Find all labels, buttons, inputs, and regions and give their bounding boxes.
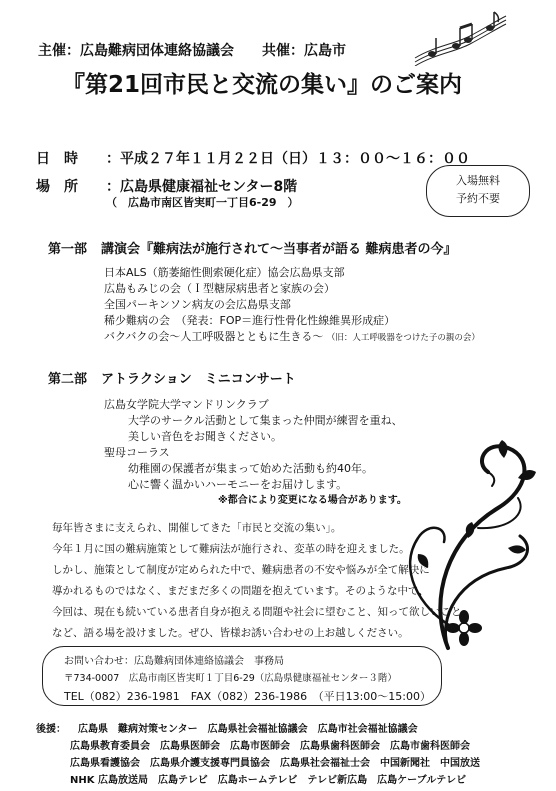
speaker-item: 全国パーキンソン病友の会広島県支部 — [104, 298, 291, 311]
organizer-line — [38, 40, 346, 60]
date-value: ：平成２７年１１月２２日（日）１３：００〜１６：００ — [106, 151, 470, 167]
part2-heading — [48, 368, 296, 387]
date-label: 日時 — [36, 151, 92, 167]
speaker-item: 日本ALS（筋萎縮性側索硬化症）協会広島県支部 — [104, 266, 345, 279]
speaker-name: バクバクの会〜人工呼吸器とともに生きる〜 — [104, 330, 324, 343]
contact-phone: TEL（082）236-1981 FAX（082）236-1986 （平日13:00〜15:00） — [64, 690, 431, 703]
message-line: 今回は、現在も続いている患者自身が抱える問題や社会に望むこと、知って欲しいこと — [52, 606, 462, 618]
message-line: 毎年皆さまに支えられ、開催してきた「市民と交流の集い」。 — [52, 522, 342, 534]
performer-desc: 心に響く温かいハーモニーをお届けします。 — [128, 478, 348, 491]
message-line: 導かれるものではなく、まだまだ多くの問題を抱えています。そのような中で、 — [52, 585, 429, 597]
sponsors-label: 後援： — [36, 724, 66, 735]
sponsor-line: 広島県 難病対策センター 広島県社会福祉協議会 広島市社会福祉協議会 — [78, 724, 418, 735]
performer-desc: 大学のサークル活動として集まった仲間が練習を重ね、 — [128, 414, 403, 427]
part1-title: 講演会『難病法が施行されて〜当事者が語る 難病患者の今』 — [101, 242, 457, 257]
venue-label: 場所 — [36, 179, 92, 195]
page-title: 『第21回市民と交流の集い』のご案内 — [62, 72, 463, 98]
venue-row — [36, 176, 297, 196]
change-notice: ※都合により変更になる場合があります。 — [218, 495, 407, 506]
admission-no-reservation: 予約不要 — [456, 192, 500, 205]
admission-badge — [426, 165, 530, 217]
performer-name: 広島女学院大学マンドリンクラブ — [104, 398, 269, 411]
message-line: しかし、施策として制度が定められた中で、難病患者の不安や悩みが全て解決に — [52, 564, 430, 576]
admission-free: 入場無料 — [456, 174, 500, 187]
performer-name: 聖母コーラス — [104, 446, 170, 459]
speaker-note: （旧：人工呼吸器をつけた子の親の会） — [326, 333, 480, 343]
co-organizer: 共催：広島市 — [262, 43, 346, 59]
speaker-item — [104, 328, 480, 344]
organizer: 主催：広島難病団体連絡協議会 — [38, 43, 234, 59]
contact-heading: お問い合わせ：広島難病団体連絡協議会 事務局 — [64, 656, 284, 667]
sponsor-line: 広島県看護協会 広島県介護支援専門員協会 広島県社会福祉士会 中国新聞社 中国放送 — [70, 758, 480, 769]
speaker-item: 広島もみじの会（Ｉ型糖尿病患者と家族の会） — [104, 282, 335, 295]
venue-address: （ 広島市南区皆実町一丁目6-29 ） — [106, 196, 299, 209]
floral-swirl-icon — [388, 418, 538, 658]
sponsor-line: 広島県教育委員会 広島県医師会 広島市医師会 広島県歯科医師会 広島市歯科医師会 — [70, 741, 470, 752]
music-notes-icon — [410, 6, 510, 66]
part2-title: アトラクション ミニコンサート — [101, 372, 296, 387]
performer-desc: 美しい音色をお聞きください。 — [128, 430, 282, 443]
part2-label: 第二部 — [48, 372, 88, 387]
contact-address: 〒734-0007 広島市南区皆実町１丁目6-29（広島県健康福祉センター３階） — [64, 673, 397, 684]
sponsor-line: NHK 広島放送局 広島テレビ 広島ホームテレビ テレビ新広島 広島ケーブルテレビ — [70, 775, 467, 786]
message-line: など、語る場を設けました。ぜひ、皆様お誘い合わせの上お越しください。 — [52, 627, 409, 639]
speaker-item: 稀少難病の会 （発表：FOP＝進行性骨化性線維異形成症） — [104, 314, 396, 327]
performer-desc: 幼稚園の保護者が集まって始めた活動も約40年。 — [128, 462, 373, 475]
part1-label: 第一部 — [48, 242, 88, 257]
message-line: 今年１月に国の難病施策として難病法が施行され、変革の時を迎えました。 — [52, 543, 410, 555]
venue-value: ：広島県健康福祉センター8階 — [106, 179, 298, 195]
date-row — [36, 148, 470, 168]
part1-heading — [48, 238, 457, 257]
